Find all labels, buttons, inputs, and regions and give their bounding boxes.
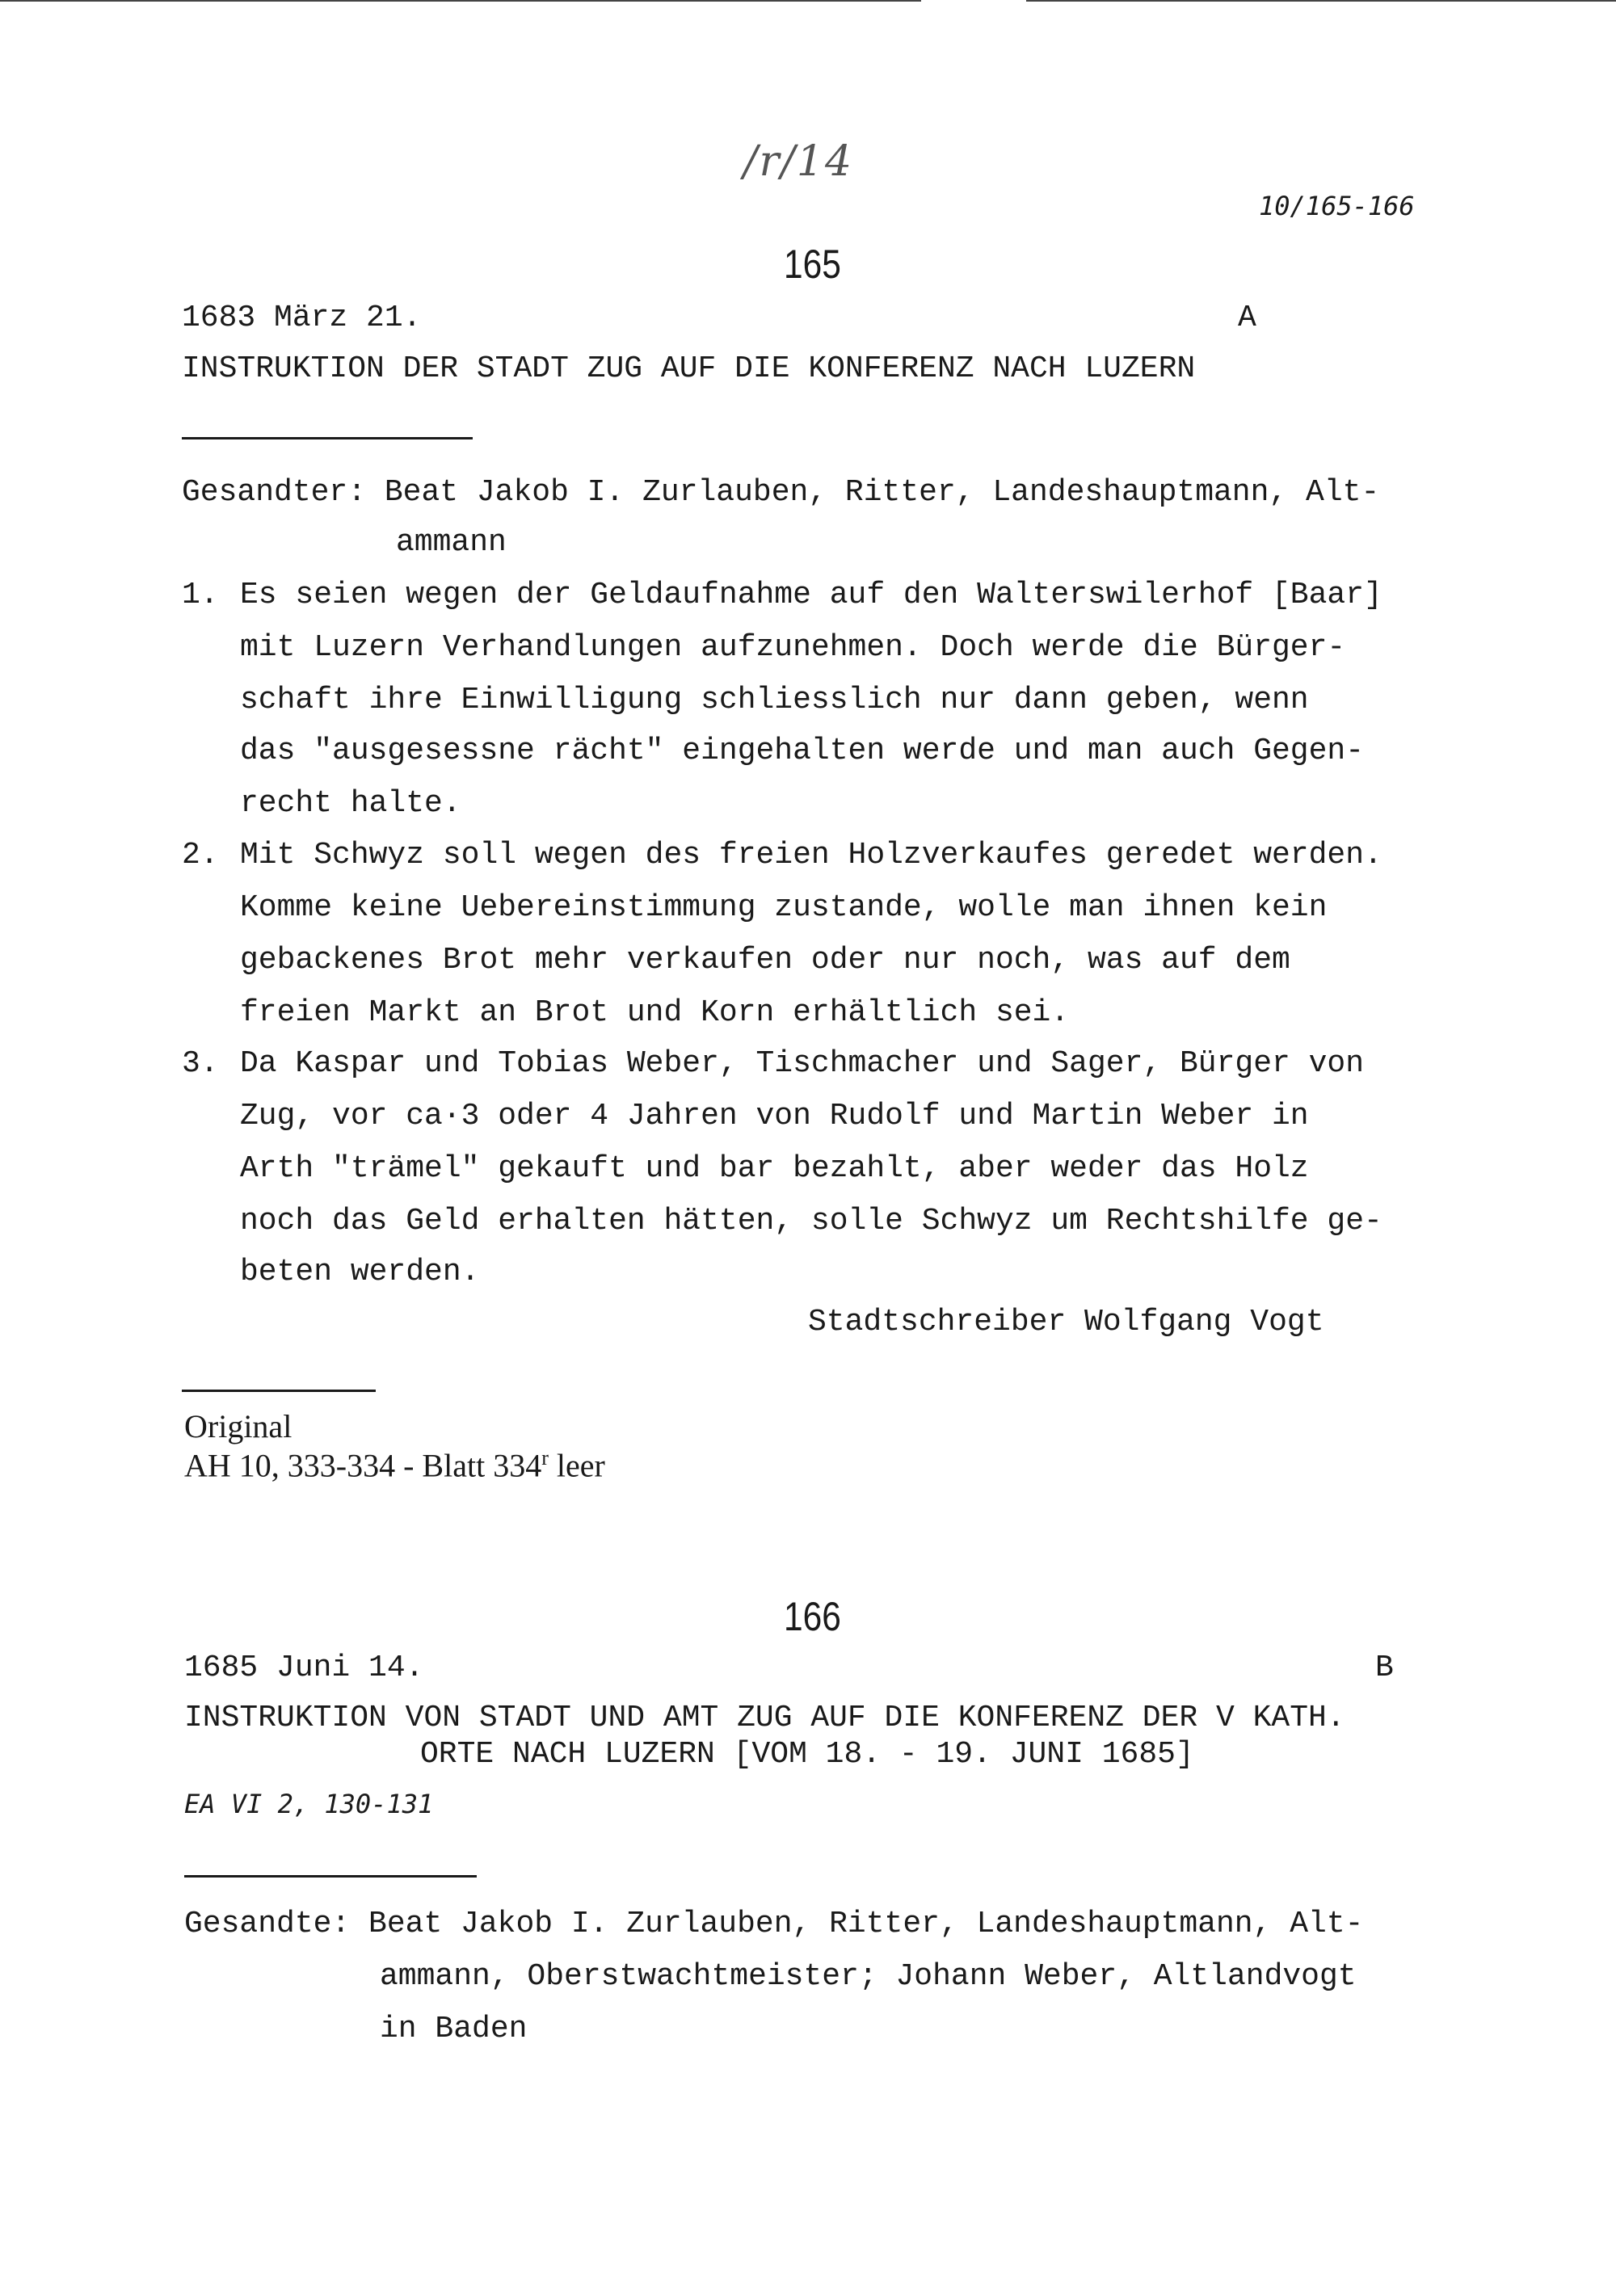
- document-date-166: 1685 Juni 14.: [184, 1651, 424, 1685]
- document-title-166-line-1: INSTRUKTION VON STADT UND AMT ZUG AUF DIE KONFERENZ DER V KATH.: [184, 1701, 1345, 1735]
- envoy-line-3-166: in Baden: [380, 2012, 528, 2046]
- item-3-line-5: beten werden.: [240, 1255, 480, 1289]
- envoy-line-2-166: ammann, Oberstwachtmeister; Johann Weber, Altlandvogt: [380, 1959, 1357, 1994]
- item-1-line-3: schaft ihre Einwilligung schliesslich nur dann geben, wenn: [240, 683, 1309, 717]
- document-number-165: 165: [784, 242, 841, 287]
- item-number-3: 3.: [182, 1046, 219, 1081]
- document-letter-a: A: [1238, 301, 1256, 335]
- ea-reference: EA VI 2, 130-131: [184, 1789, 434, 1819]
- source-label: Original: [184, 1408, 292, 1444]
- item-3-line-3: Arth "trämel" gekauft und bar bezahlt, aber weder das Holz: [240, 1151, 1309, 1186]
- item-1-line-4: das "ausgesessne rächt" eingehalten werde und man auch Gegen-: [240, 734, 1365, 768]
- handwritten-archive-mark: /r/14: [743, 137, 854, 186]
- envoy-line-1-166: Gesandte: Beat Jakob I. Zurlauben, Ritter, Landeshauptmann, Alt-: [184, 1907, 1364, 1941]
- top-edge-line-left: [0, 0, 921, 2]
- item-1-line-2: mit Luzern Verhandlungen aufzunehmen. Doch werde die Bürger-: [240, 630, 1346, 665]
- document-letter-b: B: [1375, 1651, 1394, 1685]
- envoy-line-1-165: Gesandter: Beat Jakob I. Zurlauben, Ritter, Landeshauptmann, Alt-: [182, 475, 1380, 510]
- item-2-line-2: Komme keine Uebereinstimmung zustande, wolle man ihnen kein: [240, 890, 1328, 925]
- separator-rule-166: [184, 1875, 477, 1878]
- item-1-line-1: Es seien wegen der Geldaufnahme auf den Walterswilerhof [Baar]: [240, 578, 1382, 612]
- document-reference: 10/165-166: [1259, 191, 1415, 221]
- item-number-1: 1.: [182, 578, 219, 612]
- source-ref-superscript: r: [541, 1446, 549, 1470]
- item-number-2: 2.: [182, 838, 219, 873]
- separator-rule-source: [182, 1390, 376, 1392]
- item-3-line-1: Da Kaspar und Tobias Weber, Tischmacher und Sager, Bürger von: [240, 1046, 1365, 1081]
- source-ref-text: AH 10, 333-334 - Blatt 334: [184, 1447, 542, 1484]
- item-3-line-4: noch das Geld erhalten hätten, solle Schwyz um Rechtshilfe ge-: [240, 1204, 1382, 1238]
- signature-line: Stadtschreiber Wolfgang Vogt: [808, 1305, 1324, 1339]
- document-title-166-line-2: ORTE NACH LUZERN [VOM 18. - 19. JUNI 1685]: [420, 1737, 1194, 1772]
- source-reference: [184, 1446, 605, 1484]
- document-title-165: INSTRUKTION DER STADT ZUG AUF DIE KONFERENZ NACH LUZERN: [182, 351, 1196, 386]
- item-3-line-2: Zug, vor ca·3 oder 4 Jahren von Rudolf und Martin Weber in: [240, 1099, 1309, 1133]
- separator-rule-165: [182, 437, 473, 439]
- item-2-line-1: Mit Schwyz soll wegen des freien Holzverkaufes geredet werden.: [240, 838, 1382, 873]
- top-edge-line-right: [1026, 0, 1616, 2]
- envoy-line-2-165: ammann: [396, 525, 507, 560]
- item-1-line-5: recht halte.: [240, 786, 461, 821]
- document-number-166: 166: [784, 1594, 841, 1639]
- document-date-165: 1683 März 21.: [182, 301, 422, 335]
- item-2-line-4: freien Markt an Brot und Korn erhältlich sei.: [240, 995, 1070, 1030]
- item-2-line-3: gebackenes Brot mehr verkaufen oder nur noch, was auf dem: [240, 943, 1290, 978]
- source-ref-tail: leer: [548, 1447, 605, 1484]
